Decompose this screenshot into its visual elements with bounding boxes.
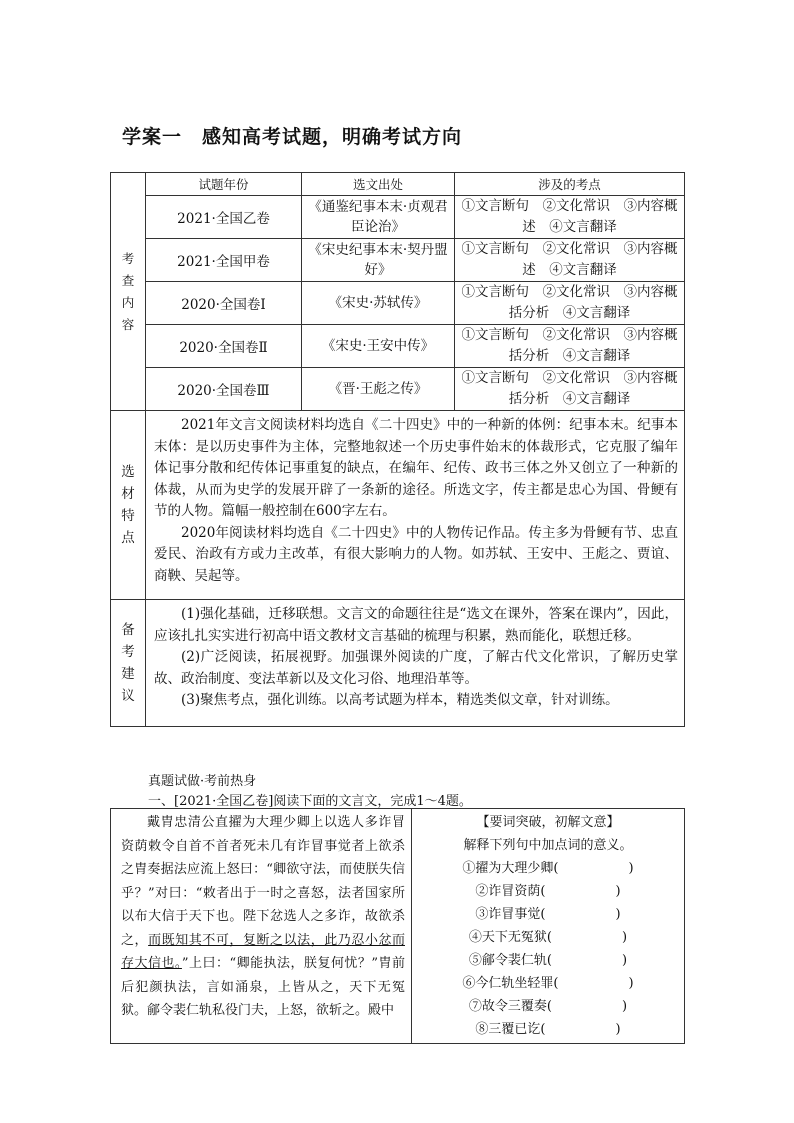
classical-passage: 戴胄忠清公直擢为大理少卿上以选人多诈冒资荫敕令自首不首者死未几有诈冒事觉者上欲杀之胄奏据法应流上怒曰：“卿欲守法，而使朕失信乎？”对曰：“敕者出于一时之喜怒，法者国家所以布大信于天下也。陛下忿选人之多诈，故欲杀之，而既知其不可，复断之以法，此乃忍小忿而存大信也。”上曰：“卿能执法，朕复何忧？”胄前后犯颜执法，言如涌泉，上皆从之，天下无冤狱。鄃令裴仁轨私役门夫，上怒，欲斩之。殿中	[111, 809, 412, 1044]
vocab-item: ④天下无冤狱( )	[468, 930, 628, 945]
prep-advice-text: (1)强化基础，迁移联想。文言文的命题往往是“选文在课外，答案在课内”，因此，应该扎扎实实进行初高中语文教材文言基础的梳理与积累，熟而能化，联想迁移。 (2)广泛阅读，拓展视野。加强课外阅读的广度，了解古代文化常识，了解历史掌故、政治制度、变法革新以及文化习俗、地理沿革等。 (3)聚焦考点，强化训练。以高考试题为样本，精选类似文章，针对训练。	[146, 600, 685, 727]
table-row: 2021·全国甲卷 《宋史纪事本末·契丹盟好》 ①文言断句 ②文化常识 ③内容概述 ④文言翻译	[111, 239, 685, 282]
vocab-title: 【要词突破，初解文意】	[476, 815, 620, 830]
label-prep-advice: 备 考 建 议	[111, 600, 146, 727]
header-points: 涉及的考点	[455, 173, 685, 196]
vocab-item: ③诈冒事觉( )	[475, 907, 621, 922]
vocab-item: ⑧三覆已讫( )	[475, 1022, 621, 1037]
label-exam-content: 考 查 内 容	[111, 173, 146, 411]
table-row: 2020·全国卷Ⅲ 《晋·王彪之传》 ①文言断句 ②文化常识 ③内容概括分析 ④文言翻译	[111, 368, 685, 411]
practice-heading: 真题试做·考前热身	[148, 774, 257, 789]
material-features-text: 2021年文言文阅读材料均选自《二十四史》中的一种新的体例：纪事本末。纪事本末体：是以历史事件为主体，完整地叙述一个历史事件始末的体裁形式，它克服了编年体记事分散和纪传体记事重复的缺点，在编年、纪传、政书三体之外又创立了一种新的体裁，从而为史学的发展开辟了一条新的途径。所选文字，传主都是忠心为国、骨鲠有节的人物。篇幅一般控制在600字左右。 2020年阅读材料均选自《二十四史》中的人物传记作品。传主多为骨鲠有节、忠直爱民、治政有方或力主改革，有很大影响力的人物。如苏轼、王安中、王彪之、贾谊、商鞅、吴起等。	[146, 411, 685, 600]
vocab-exercise	[412, 809, 685, 1044]
reading-table	[110, 808, 685, 1044]
page-title: 学案一 感知高考试题，明确考试方向	[122, 126, 463, 148]
table-row: 2021·全国乙卷 《通鉴纪事本末·贞观君臣论治》 ①文言断句 ②文化常识 ③内容概述 ④文言翻译	[111, 196, 685, 239]
underlined-sentence: 而既知其不可，复断之以法，此乃忍小忿而存大信也。	[121, 932, 405, 971]
vocab-item: ⑦故令三覆奏( )	[468, 999, 628, 1014]
vocab-item: ②诈冒资荫( )	[475, 884, 621, 899]
vocab-intro: 解释下列句中加点词的意义。	[463, 838, 633, 853]
vocab-item: ①擢为大理少卿( )	[462, 861, 634, 876]
header-year: 试题年份	[146, 173, 302, 196]
header-source: 选文出处	[302, 173, 455, 196]
question-heading: 一、[2021·全国乙卷]阅读下面的文言文，完成1～4题。	[148, 794, 472, 809]
overview-table	[110, 172, 685, 727]
table-row: 2020·全国卷Ⅰ 《宋史·苏轼传》 ①文言断句 ②文化常识 ③内容概括分析 ④文言翻译	[111, 282, 685, 325]
table-row: 2020·全国卷Ⅱ 《宋史·王安中传》 ①文言断句 ②文化常识 ③内容概括分析 ④文言翻译	[111, 325, 685, 368]
vocab-item: ⑥今仁轨坐轻罪( )	[462, 976, 634, 991]
label-material-features: 选 材 特 点	[111, 411, 146, 600]
vocab-item: ⑤鄃令裴仁轨( )	[468, 953, 628, 968]
